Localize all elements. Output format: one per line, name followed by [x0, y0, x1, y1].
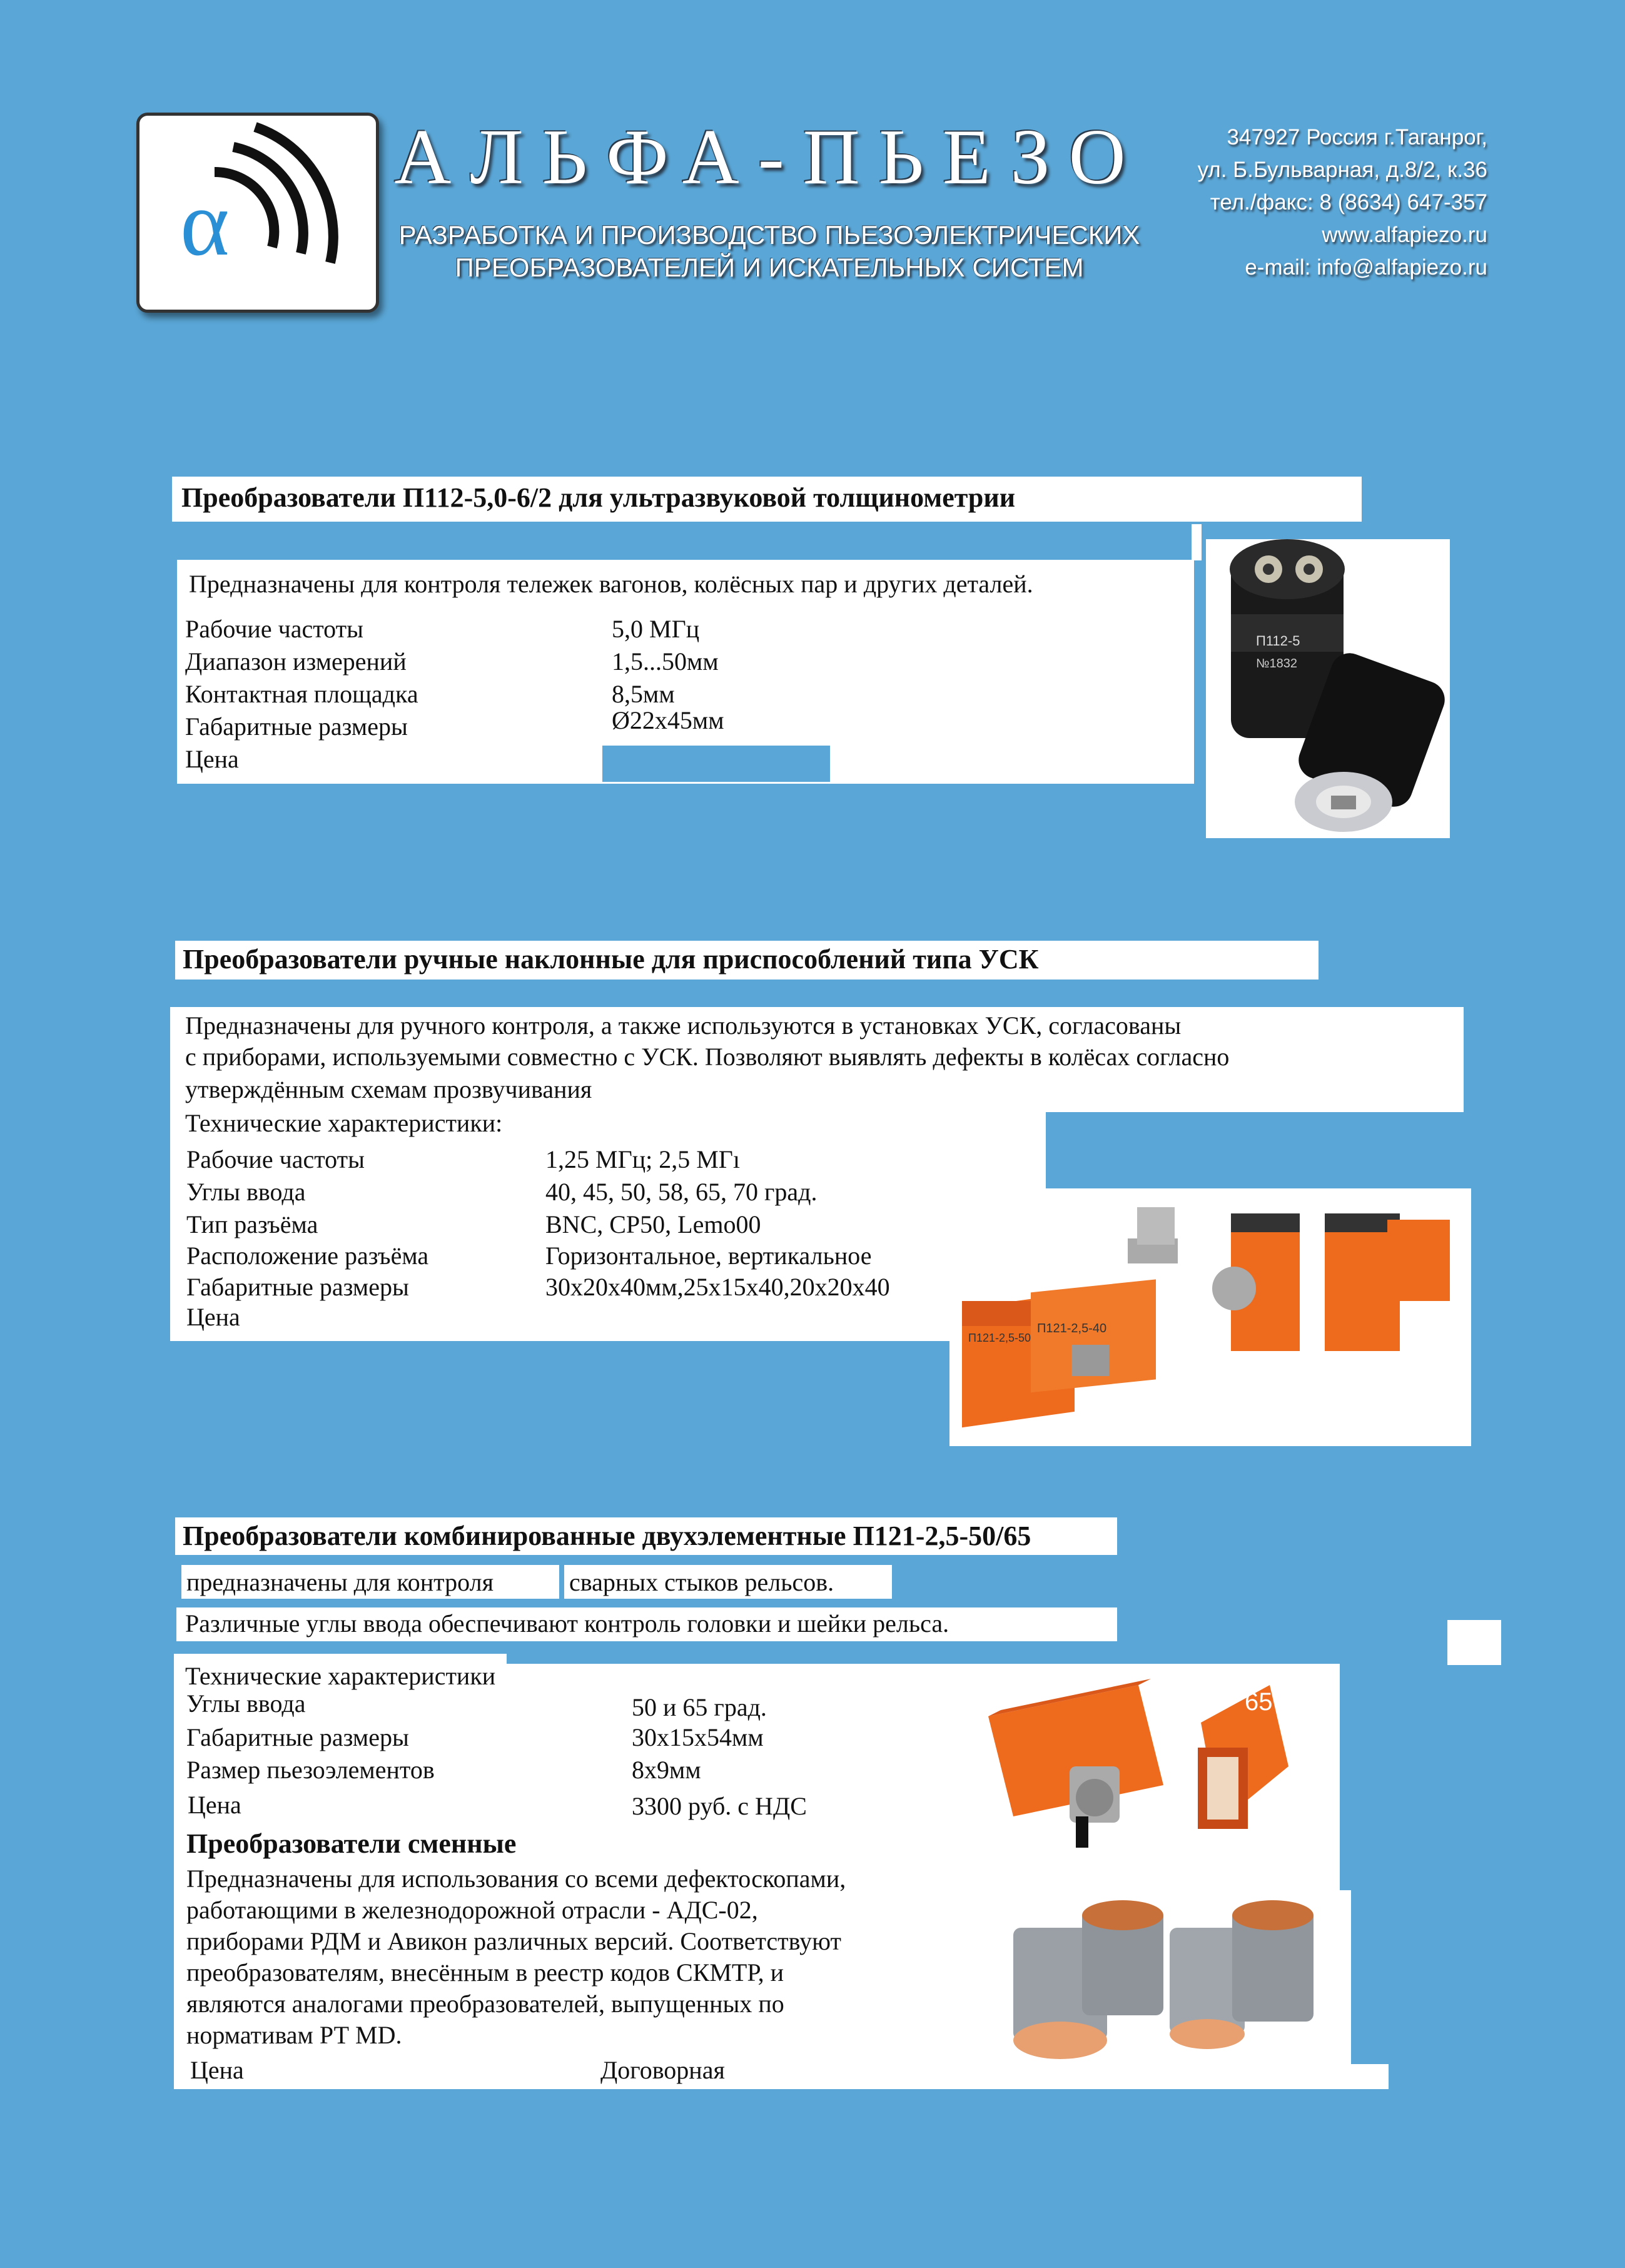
section1-title: Преобразователи П112-5,0-6/2 для ультразвуковой толщинометрии [181, 482, 1016, 513]
section3-title: Преобразователи комбинированные двухэлементные П121-2,5-50/65 [183, 1521, 1031, 1551]
spec-label: Контактная площадка [185, 680, 418, 708]
brand-title: АЛЬФА-ПЬЕЗО [394, 114, 1145, 201]
product-photo-p112 [1206, 539, 1450, 838]
section2-title: Преобразователи ручные наклонные для приспособлений типа УСК [183, 944, 1039, 975]
product-photo-replaceable [1001, 1890, 1351, 2064]
section4-desc-line: нормативам РТ MD. [186, 2021, 402, 2049]
subtitle-line-2: ПРЕОБРАЗОВАТЕЛЕЙ И ИСКАТЕЛЬНЫХ СИСТЕМ [455, 253, 1084, 282]
spec-label: Цена [188, 1791, 241, 1819]
spec-label: Цена [185, 745, 239, 773]
website: www.alfapiezo.ru [1322, 223, 1487, 247]
spec-label: Углы ввода [186, 1178, 306, 1206]
section4-price-label: Цена [190, 2056, 244, 2084]
spec-label: Габаритные размеры [185, 712, 408, 741]
product-photo-p121 [976, 1673, 1295, 1854]
spec-value: 30x20x40мм,25x15x40,20x20x40 [545, 1273, 890, 1301]
section2-desc-line-2: с приборами, используемыми совместно с УСК. Позволяют выявлять дефекты в колёсах согласно [185, 1043, 1230, 1071]
spec-value: 8,5мм [612, 680, 675, 708]
address-line-2: ул. Б.Бульварная, д.8/2, к.36 [1197, 158, 1487, 182]
section4-desc-line: Предназначены для использования со всеми дефектоскопами, [186, 1865, 846, 1893]
section4-desc-line: приборами РДМ и Авикон различных версий. Соответствуют [186, 1927, 842, 1955]
spec-value: 50 и 65 град. [632, 1693, 767, 1721]
spec-value: 8x9мм [632, 1756, 701, 1784]
spec-label: Габаритные размеры [186, 1723, 409, 1751]
spec-label: Диапазон измерений [185, 647, 407, 676]
section3-tech-heading: Технические характеристики [185, 1662, 496, 1690]
subtitle-line-1: РАЗРАБОТКА И ПРОИЗВОДСТВО ПЬЕЗОЭЛЕКТРИЧЕСКИХ [398, 220, 1140, 250]
svg-text:65°: 65° [1245, 1688, 1283, 1716]
spec-value: 3300 руб. с НДС [632, 1792, 807, 1820]
spec-value: 1,5...50мм [612, 647, 719, 676]
spec-value: BNC, CP50, Lemo00 [545, 1210, 761, 1238]
svg-text:П121-2,5-50: П121-2,5-50 [968, 1332, 1031, 1344]
section2-desc-line-3: утверждённым схемам прозвучивания [185, 1075, 592, 1103]
spec-value: 30x15x54мм [632, 1723, 764, 1751]
email: e-mail: info@alfapiezo.ru [1245, 255, 1487, 280]
section2-desc-line-1: Предназначены для ручного контроля, а также используются в установках УСК, согласованы [185, 1011, 1182, 1040]
address-line-1: 347927 Россия г.Таганрог, [1227, 125, 1487, 149]
spec-label: Тип разъёма [186, 1210, 318, 1238]
phone: тел./факс: 8 (8634) 647-357 [1210, 190, 1487, 215]
section2-tech-heading: Технические характеристики: [185, 1109, 503, 1137]
svg-text:№1832: №1832 [1256, 657, 1297, 671]
spec-value: 5,0 МГц [612, 615, 700, 643]
spec-value: Горизонтальное, вертикальное [545, 1242, 872, 1270]
company-logo [136, 113, 379, 313]
section4-desc-line: преобразователям, внесённым в реестр кодов СКМТР, и [186, 1958, 784, 1987]
spec-label: Размер пьезоэлементов [186, 1756, 435, 1784]
spec-value: 40, 45, 50, 58, 65, 70 град. [545, 1178, 818, 1206]
spec-label: Габаритные размеры [186, 1273, 409, 1301]
spec-label: Рабочие частоты [186, 1145, 365, 1173]
section4-title: Преобразователи сменные [186, 1828, 517, 1859]
section3-desc-part-2: сварных стыков рельсов. [569, 1568, 834, 1596]
section1-price-box [602, 746, 830, 782]
section4-desc-line: являются аналогами преобразователей, выпущенных по [186, 1990, 784, 2018]
spec-label: Углы ввода [186, 1689, 306, 1718]
signal-wave-icon [139, 116, 376, 310]
product-photo-usk [949, 1188, 1471, 1446]
svg-text:П121-2,5-40: П121-2,5-40 [1037, 1322, 1107, 1335]
spec-label: Цена [186, 1303, 240, 1331]
spec-value: Ø22x45мм [612, 706, 724, 734]
alpha-letter: α [180, 171, 230, 275]
spec-label: Рабочие частоты [185, 615, 363, 643]
svg-text:П112-5: П112-5 [1256, 633, 1300, 649]
section1-description: Предназначены для контроля тележек вагонов, колёсных пар и других деталей. [189, 570, 1033, 598]
section4-price-value: Договорная [600, 2056, 725, 2084]
section3-desc-line-2: Различные углы ввода обеспечивают контроль головки и шейки рельса. [185, 1609, 949, 1638]
spec-value: 1,25 МГц; 2,5 МГı [545, 1145, 741, 1173]
section4-desc-line: работающими в железнодорожной отрасли - АДС-02, [186, 1896, 758, 1924]
section3-desc-part-1: предназначены для контроля [186, 1568, 494, 1596]
spec-label: Расположение разъёма [186, 1242, 429, 1270]
